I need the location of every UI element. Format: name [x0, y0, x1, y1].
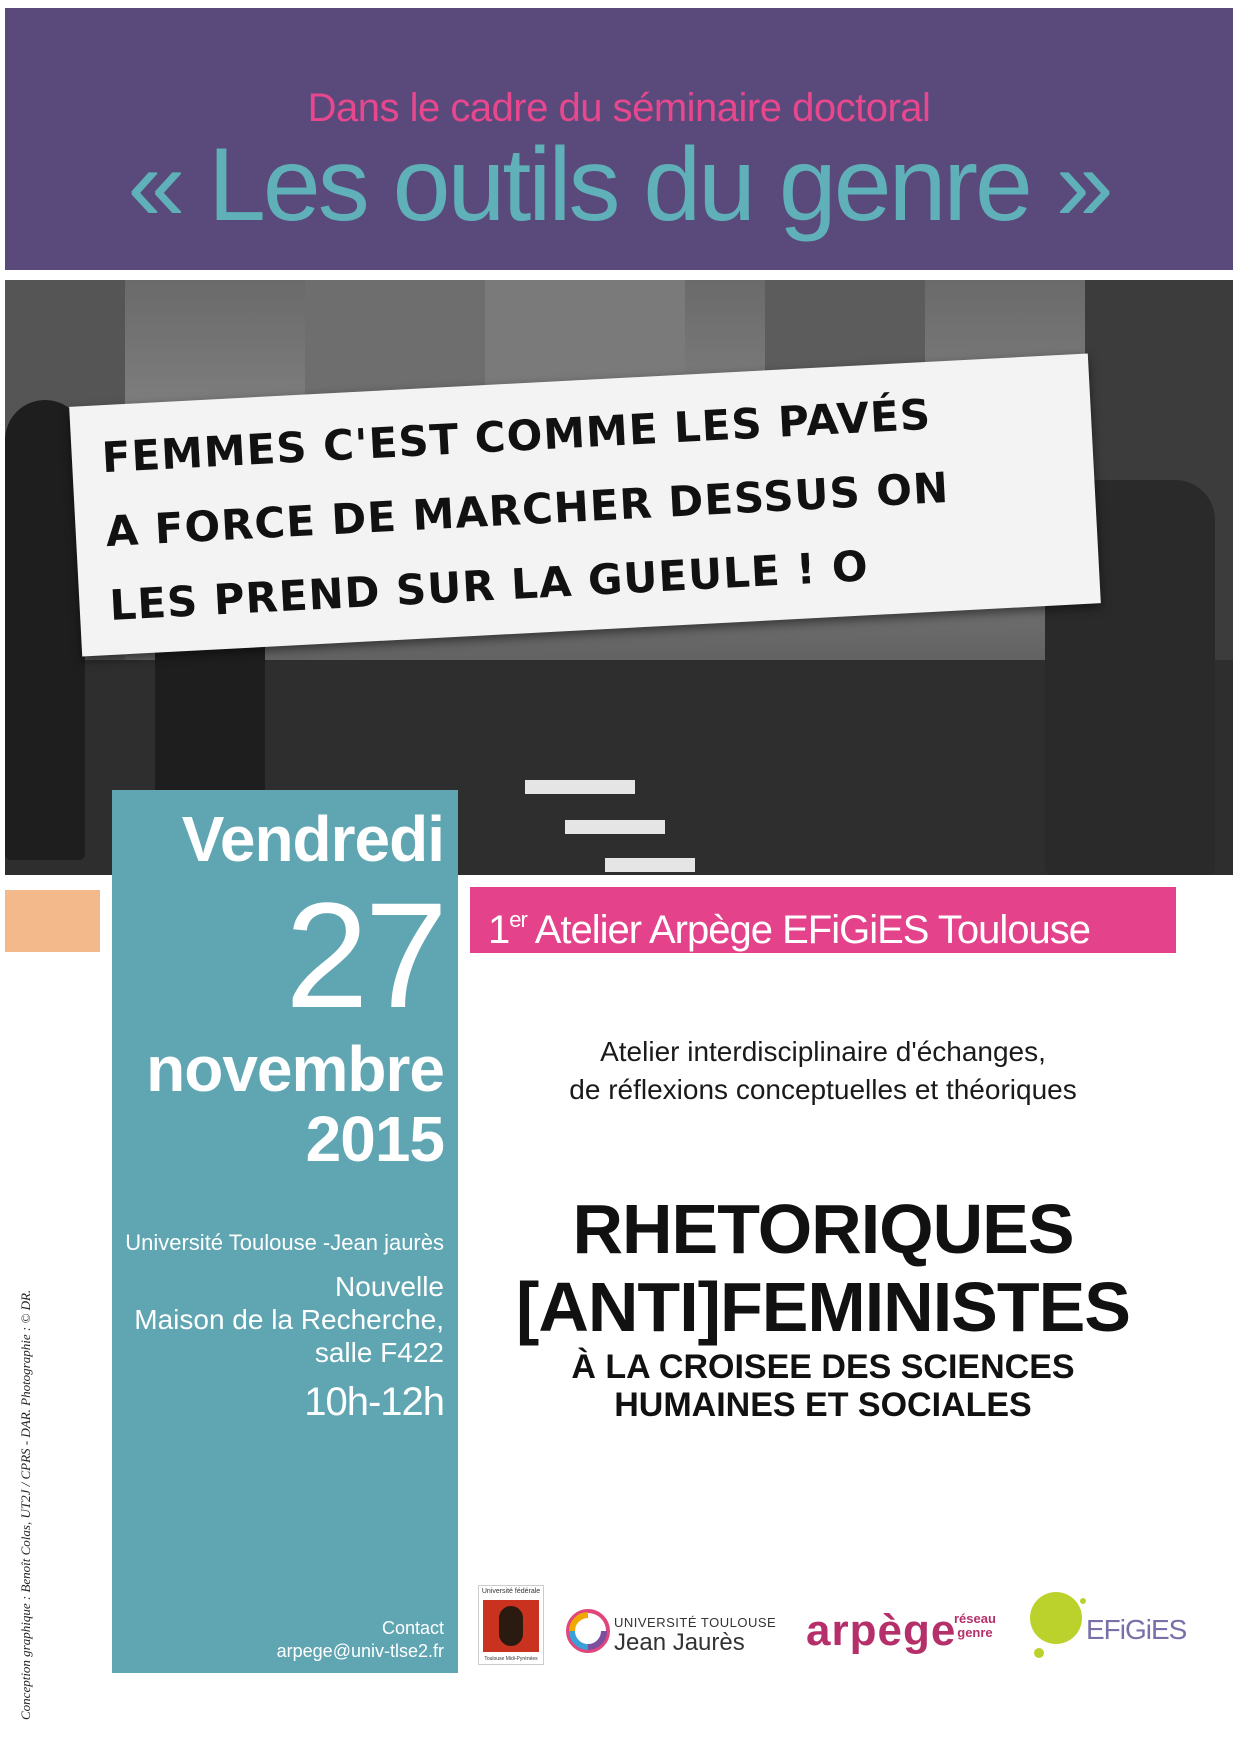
protest-photo — [5, 280, 1233, 875]
accent-block — [5, 890, 100, 952]
ut2j-logo — [566, 1605, 786, 1657]
design-credit: Conception graphique : Benoît Colas, UT2J / CPRS - DAR. Photographie : © DR. — [18, 1289, 33, 1720]
arpege-tag-line: réseau — [954, 1611, 996, 1626]
banner-line: A FORCE DE MARCHER DESSUS ON — [104, 462, 951, 557]
efigies-logo — [1030, 1592, 1187, 1662]
date-year: 2015 — [305, 1103, 444, 1175]
efigies-word: EFiGiES — [1086, 1614, 1187, 1645]
atelier-title — [488, 887, 1090, 963]
event-time: 10h-12h — [304, 1380, 444, 1424]
arpege-tagline — [954, 1612, 996, 1640]
efigies-dot-icon — [1080, 1598, 1086, 1604]
subtitle-line: HUMAINES ET SOCIALES — [614, 1386, 1032, 1424]
location-line: Maison de la Recherche, — [134, 1304, 444, 1335]
ut2j-mark-icon — [566, 1609, 610, 1653]
subtitle-line: À LA CROISEE DES SCIENCES — [571, 1348, 1075, 1386]
atelier-ordinal: 1 — [488, 908, 510, 952]
efigies-circle-icon — [1030, 1592, 1082, 1644]
subtitle — [470, 1348, 1176, 1424]
header-kicker: Dans le cadre du séminaire doctoral — [307, 86, 931, 130]
atelier-bar — [470, 887, 1176, 953]
arpege-tag-line: genre — [957, 1625, 993, 1640]
contact-label: Contact — [381, 1618, 444, 1638]
date-weekday: Vendredi — [181, 803, 444, 875]
date-month: novembre — [146, 1033, 444, 1105]
arpege-logo — [806, 1600, 996, 1660]
ut2j-line2: Jean Jaurès — [614, 1629, 745, 1656]
main-title — [470, 1190, 1176, 1346]
ut2j-line1: UNIVERSITÉ TOULOUSE — [614, 1615, 777, 1630]
description — [470, 1033, 1176, 1109]
date-panel — [112, 790, 458, 1673]
main-title-line: RHETORIQUES — [572, 1190, 1074, 1268]
protest-banner — [69, 353, 1101, 656]
atelier-ordinal-suffix: er — [509, 907, 527, 932]
location — [134, 1270, 444, 1369]
date-day: 27 — [285, 871, 444, 1039]
arpege-word: arpège — [806, 1606, 957, 1655]
federale-logo-bottom: Toulouse Midi-Pyrénées — [484, 1656, 538, 1662]
university-name: Université Toulouse -Jean jaurès — [125, 1230, 444, 1255]
location-line: salle F422 — [314, 1337, 444, 1368]
federale-logo-top: Université fédérale — [481, 1588, 541, 1595]
main-title-line: [ANTI]FEMINISTES — [516, 1268, 1130, 1346]
federale-logo — [478, 1585, 544, 1665]
description-line: de réflexions conceptuelles et théoriques — [569, 1074, 1077, 1105]
atelier-name: Atelier Arpège EFiGiES Toulouse — [534, 908, 1090, 952]
banner-line: LES PREND SUR LA GUEULE ! O — [108, 541, 870, 630]
contact-email[interactable]: arpege@univ-tlse2.fr — [276, 1641, 444, 1661]
seal-icon — [483, 1600, 539, 1652]
efigies-dot-icon — [1034, 1648, 1044, 1658]
description-line: Atelier interdisciplinaire d'échanges, — [600, 1036, 1046, 1067]
banner-line: FEMMES C'EST COMME LES PAVÉS — [100, 389, 933, 483]
header-title: « Les outils du genre » — [127, 127, 1111, 243]
location-line: Nouvelle — [335, 1271, 444, 1302]
header-band — [5, 8, 1233, 270]
